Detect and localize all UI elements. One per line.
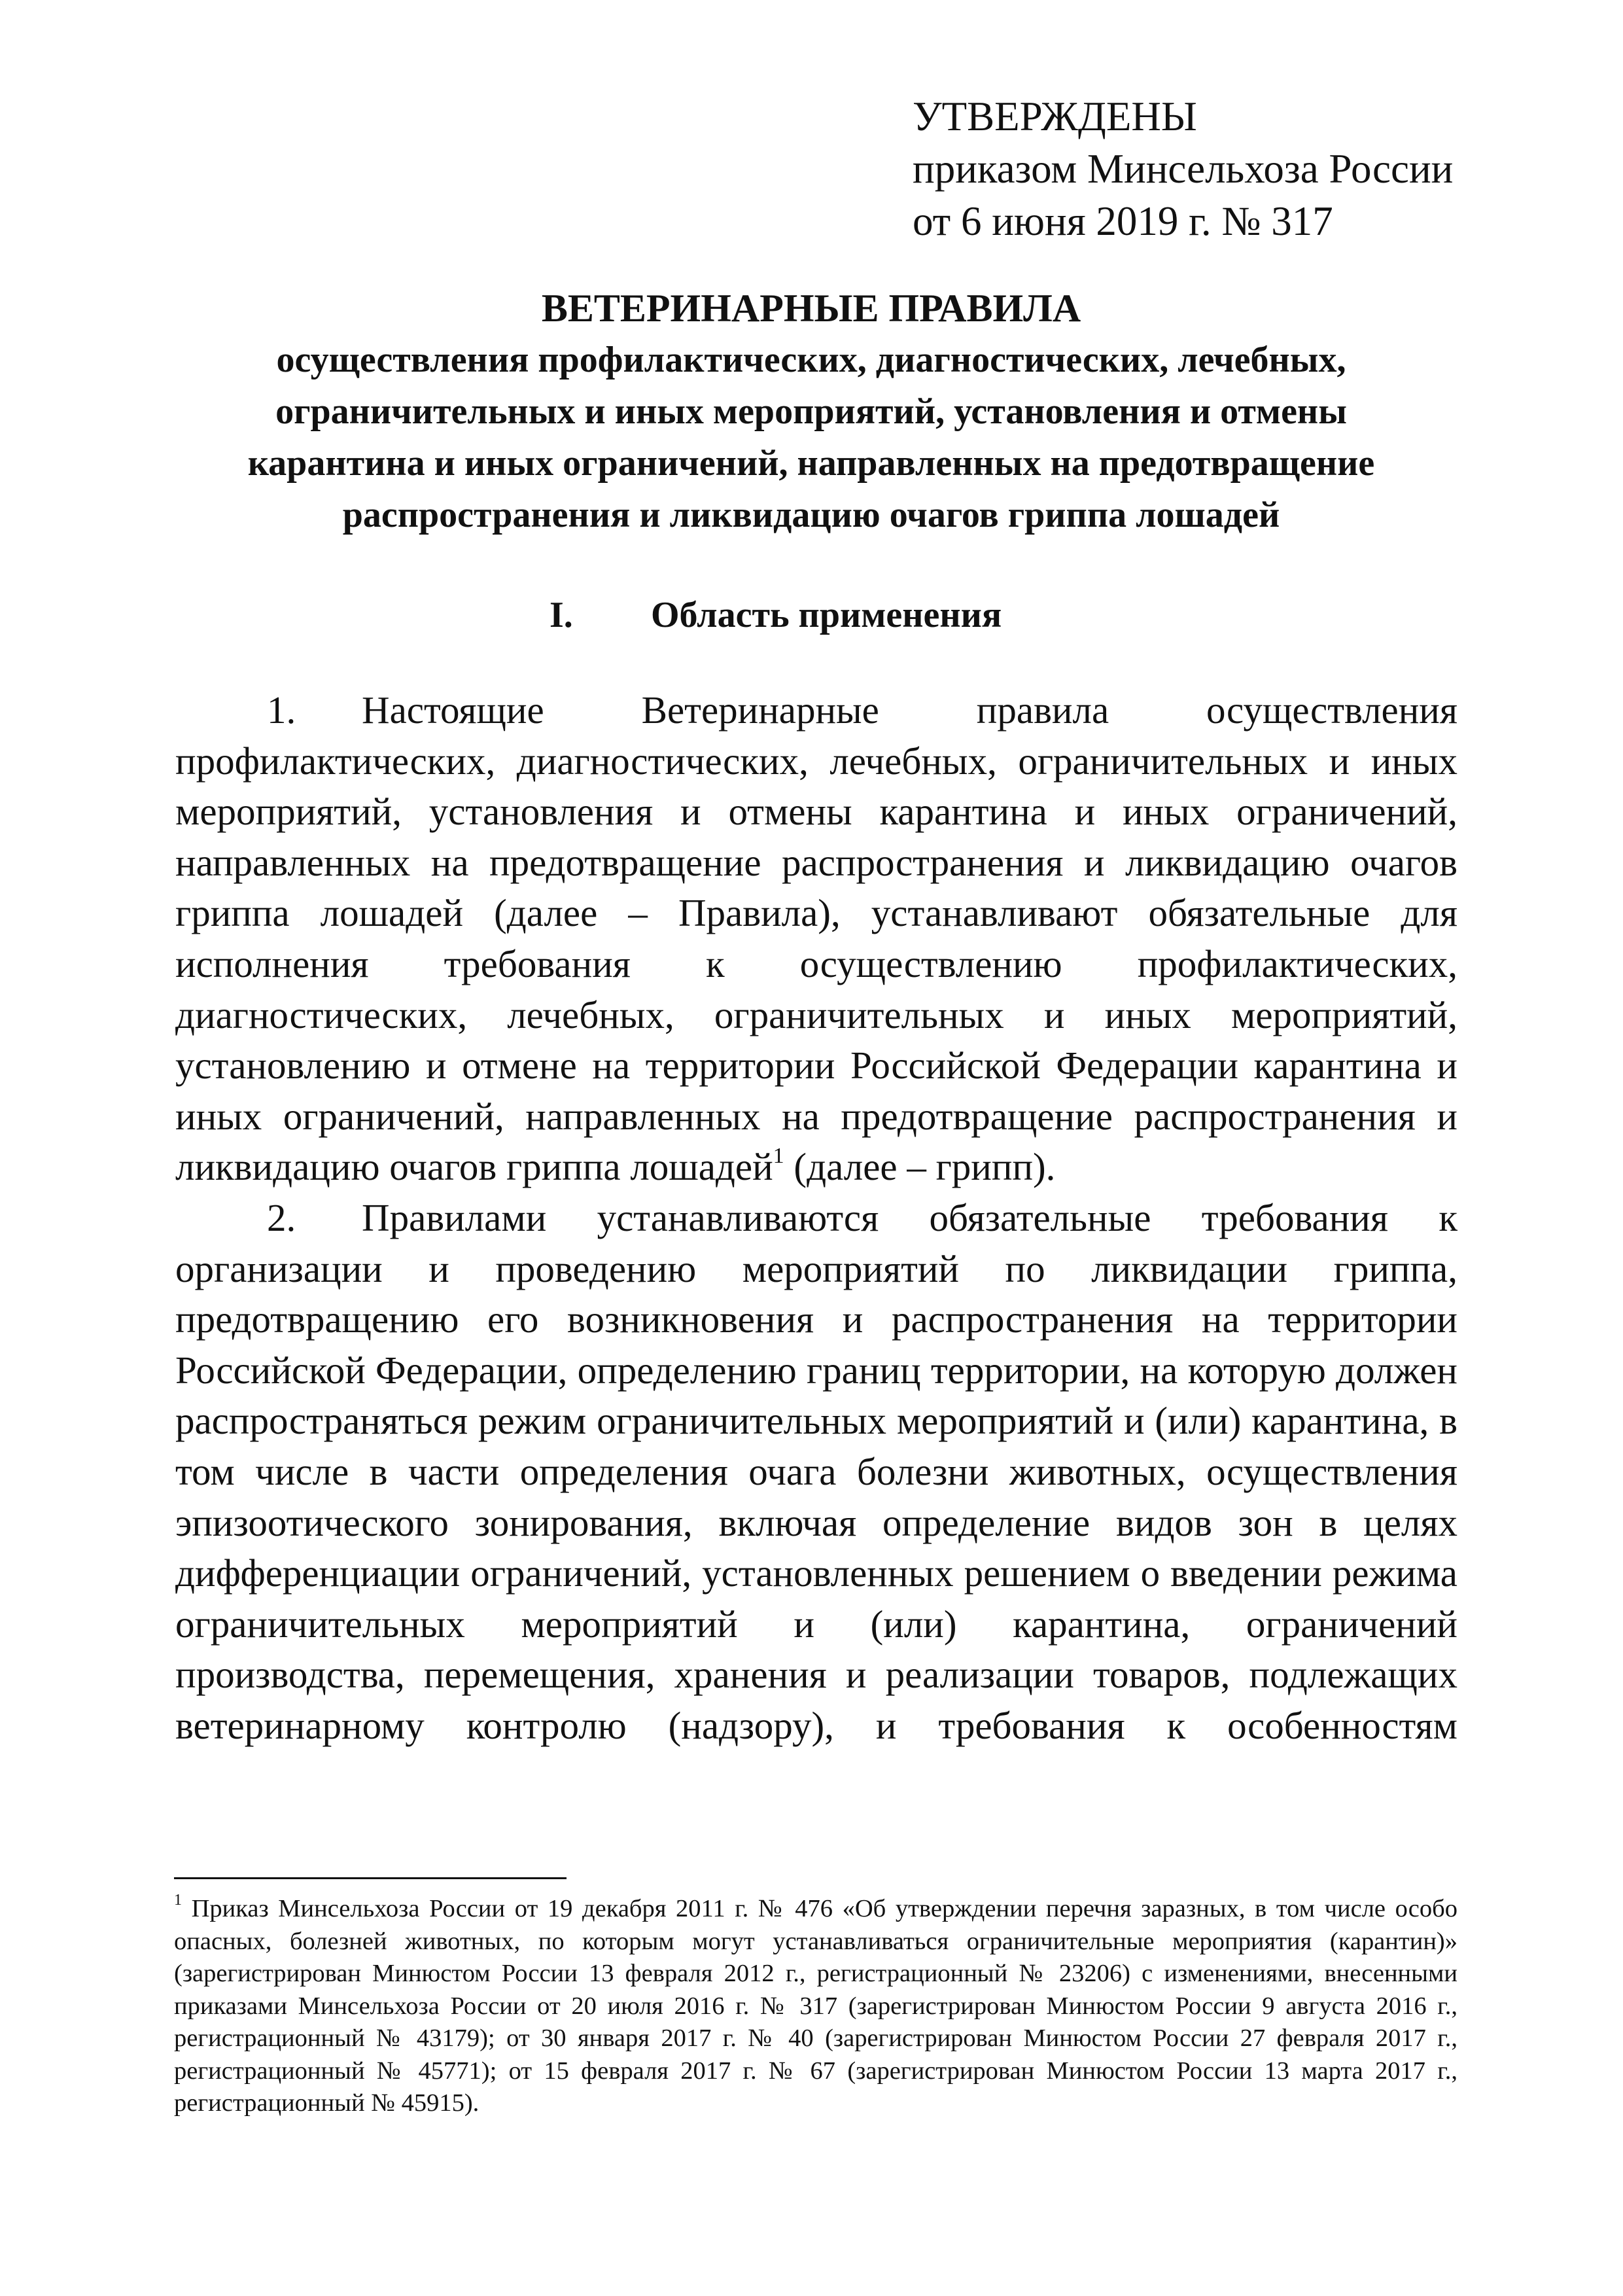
title-line-1: осуществления профилактических, диагностических, лечебных,: [276, 340, 1346, 380]
paragraph-2-number: 2.: [267, 1195, 296, 1239]
footnote-text: Приказ Минсельхоза России от 19 декабря 2011 г. № 476 «Об утверждении перечня заразных, в том числе особо опасных, болезней животных, по которым могут устанавливаться ограничительные мероприятия (карантин)» (зарегистрирован Минюстом России 13 февраля 2012 г., регистрационный № 23206) с изменениями, внесенными приказами Минсельхоза России от 20 июля 2016 г. № 317 (зарегистрирован Минюстом России 9 августа 2016 г., регистрационный № 43179); от 30 января 2017 г. № 40 (зарегистрирован Минюстом России 27 февраля 2017 г., регистрационный № 45771); от 15 февраля 2017 г. № 67 (зарегистрирован Минюстом России 13 марта 2017 г., регистрационный № 45915).: [174, 1895, 1457, 2117]
paragraph-1-tail: (далее – грипп).: [784, 1145, 1056, 1189]
title-line-3: карантина и иных ограничений, направленных на предотвращение: [247, 443, 1375, 484]
footnote: [174, 1893, 1457, 2120]
paragraph-2: [175, 1193, 1457, 1752]
section-number: I.: [550, 595, 573, 635]
title-line-2: ограничительных и иных мероприятий, установления и отмены: [275, 391, 1347, 432]
document-body: [175, 685, 1457, 1751]
title-main: ВЕТЕРИНАРНЫЕ ПРАВИЛА: [541, 287, 1081, 330]
document-title: [157, 283, 1465, 541]
section-heading: [550, 589, 1204, 641]
footnote-divider: [174, 1877, 567, 1879]
paragraph-2-text: Правилами устанавливаются обязательные требования к организации и проведению мероприятий по ликвидации гриппа, предотвращению его возникновения и распространения на территории Российской Федерации, определению границ территории, на которую должен распространяться режим ограничительных мероприятий и (или) карантина, в том числе в части определения очага болезни животных, осуществления эпизоотического зонирования, включая определение видов зон в целях дифференциации ограничений, установленных решением о введении режима ограничительных мероприятий и (или) карантина, ограничений производства, перемещения, хранения и реализации товаров, подлежащих ветеринарному контролю (надзору), и требования к особенностям: [175, 1195, 1457, 1747]
approval-block: [913, 90, 1567, 247]
approval-heading: УТВЕРЖДЕНЫ: [913, 94, 1197, 139]
approval-line-1: приказом Минсельхоза России: [913, 146, 1454, 192]
footnote-mark: 1: [174, 1892, 182, 1909]
paragraph-1: [175, 685, 1457, 1193]
title-line-4: распространения и ликвидацию очагов гриппа лошадей: [342, 495, 1280, 535]
paragraph-1-text: Настоящие Ветеринарные правила осуществления профилактических, диагностических, лечебных, ограничительных и иных мероприятий, установления и отмены карантина и иных ограничений, направленных на предотвращение распространения и ликвидацию очагов гриппа лошадей (далее – Правила), устанавливают обязательные для исполнения требования к осуществлению профилактических, диагностических, лечебных, ограничительных и иных мероприятий, установлению и отмене на территории Российской Федерации карантина и иных ограничений, направленных на предотвращение распространения и ликвидацию очагов гриппа лошадей: [175, 688, 1457, 1189]
section-title: Область применения: [651, 595, 1002, 635]
approval-line-2: от 6 июня 2019 г. № 317: [913, 198, 1333, 244]
footnote-reference[interactable]: 1: [773, 1143, 784, 1168]
paragraph-1-number: 1.: [267, 688, 296, 732]
